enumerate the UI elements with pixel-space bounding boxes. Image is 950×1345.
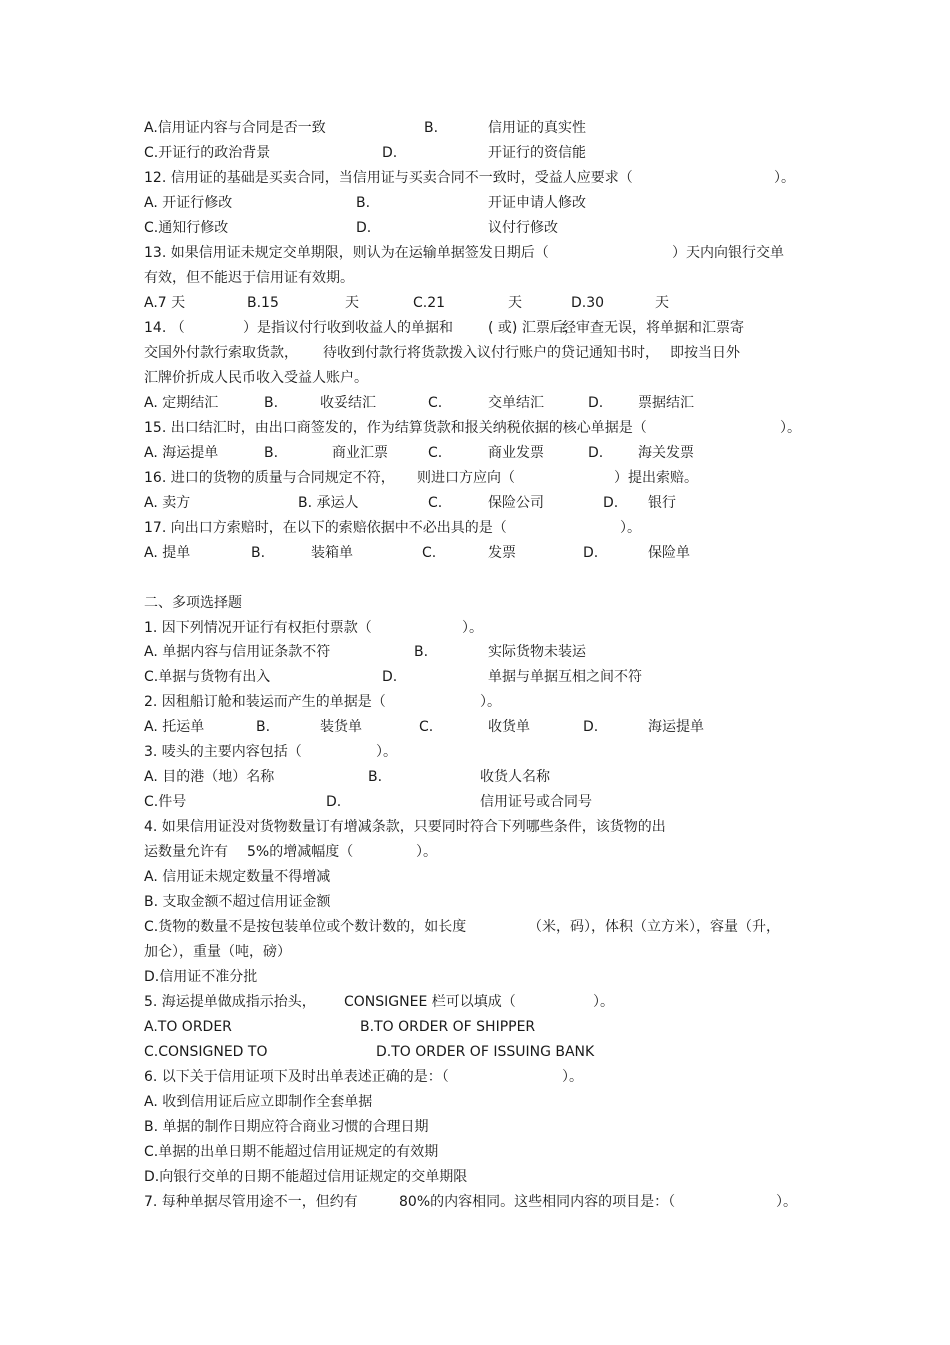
text-segment: C. [428, 495, 443, 511]
text-line [0, 1015, 950, 1040]
text-segment: 开证申请人修改 [488, 195, 586, 211]
text-line [0, 1065, 950, 1090]
text-segment: 15. 出口结汇时，由出口商签发的，作为结算货款和报关纳税依据的核心单据是（ [144, 420, 647, 436]
text-line [0, 890, 950, 915]
text-segment: B. 承运人 [298, 495, 359, 511]
text-segment: A. 海运提单 [144, 445, 219, 461]
text-segment: B. 支取金额不超过信用证金额 [144, 894, 331, 910]
text-segment: C.21 [413, 295, 446, 311]
text-segment: B. [424, 120, 439, 136]
text-segment: A.7 天 [144, 295, 186, 311]
text-segment: B.TO ORDER OF SHIPPER [360, 1019, 536, 1035]
text-segment: ）。 [462, 620, 483, 636]
text-segment: 经审查无误，将单据和汇票寄 [562, 320, 744, 336]
text-segment: 5. 海运提单做成指示抬头， [144, 994, 316, 1010]
text-segment: ）。 [562, 1069, 583, 1085]
text-segment: 开证行的资信能 [488, 145, 586, 161]
text-segment: 5%的增减幅度（ [247, 844, 354, 860]
text-segment: 收妥结汇 [320, 395, 376, 411]
text-line [0, 491, 950, 516]
text-line [0, 1140, 950, 1165]
text-segment: D. [326, 794, 342, 810]
text-segment: 收货单 [488, 719, 530, 735]
text-segment: 装箱单 [311, 545, 353, 561]
text-segment: ）。 [776, 1194, 797, 1210]
text-segment: 天 [508, 295, 522, 311]
text-segment: 加仑），重量（吨，磅） [144, 944, 291, 960]
text-segment: 交国外付款行索取货款， [144, 345, 298, 361]
text-line [0, 616, 950, 641]
text-segment: ）。 [593, 994, 614, 1010]
text-line [0, 990, 950, 1015]
text-segment: A. 提单 [144, 545, 191, 561]
text-segment: 商业发票 [488, 445, 544, 461]
text-segment: C.开证行的政治背景 [144, 145, 271, 161]
text-segment: A. 目的港（地）名称 [144, 769, 275, 785]
text-segment: 票据结汇 [638, 395, 694, 411]
text-segment: B. [264, 395, 279, 411]
text-segment: A. 定期结汇 [144, 395, 219, 411]
text-segment: D. [382, 145, 398, 161]
text-segment: D. [356, 220, 372, 236]
text-segment: CONSIGNEE 栏可以填成（ [344, 994, 516, 1010]
text-segment: 1. 因下列情况开证行有权拒付票款（ [144, 620, 372, 636]
text-line [0, 640, 950, 665]
text-segment: 海关发票 [638, 445, 694, 461]
text-segment: A.信用证内容与合同是否一致 [144, 120, 326, 136]
text-line [0, 541, 950, 566]
text-line [0, 665, 950, 690]
text-segment: D.TO ORDER OF ISSUING BANK [376, 1044, 595, 1060]
text-line [0, 815, 950, 840]
text-segment: 80%的内容相同。这些相同内容的项目是：（ [399, 1194, 676, 1210]
text-line [0, 416, 950, 441]
text-line [0, 441, 950, 466]
text-segment: ）提出索赔。 [614, 470, 698, 486]
text-segment: ）。 [774, 170, 795, 186]
text-segment: 7. 每种单据尽管用途不一，但约有 [144, 1194, 358, 1210]
text-line [0, 366, 950, 391]
text-line [0, 291, 950, 316]
text-segment: D. [588, 395, 604, 411]
text-line [0, 266, 950, 291]
text-segment: B. [264, 445, 279, 461]
text-line [0, 740, 950, 765]
text-segment: 信用证号或合同号 [480, 794, 592, 810]
text-line [0, 166, 950, 191]
text-segment: B. [356, 195, 371, 211]
text-line [0, 865, 950, 890]
text-line [0, 341, 950, 366]
text-segment: D. [583, 719, 599, 735]
text-segment: 信用证的真实性 [488, 120, 586, 136]
text-segment: A. 单据内容与信用证条款不符 [144, 644, 331, 660]
text-segment: 6. 以下关于信用证项下及时出单表述正确的是：（ [144, 1069, 449, 1085]
text-segment: 收货人名称 [480, 769, 550, 785]
text-line [0, 1115, 950, 1140]
text-segment: B. 单据的制作日期应符合商业习惯的合理日期 [144, 1119, 429, 1135]
text-segment: 保险单 [648, 545, 690, 561]
text-line [0, 840, 950, 865]
text-segment: 海运提单 [648, 719, 704, 735]
text-segment: A. 托运单 [144, 719, 205, 735]
text-line [0, 391, 950, 416]
text-line [0, 690, 950, 715]
text-segment: C.单据与货物有出入 [144, 669, 271, 685]
text-segment: ）。 [780, 420, 801, 436]
text-line [0, 1040, 950, 1065]
text-segment: 单据与单据互相之间不符 [488, 669, 642, 685]
text-line [0, 965, 950, 990]
text-segment: ）。 [416, 844, 437, 860]
text-segment: 发票 [488, 545, 516, 561]
text-segment: D.30 [571, 295, 605, 311]
text-line [0, 1165, 950, 1190]
text-segment: D.向银行交单的日期不能超过信用证规定的交单期限 [144, 1169, 468, 1185]
text-line [0, 141, 950, 166]
text-segment: 3. 唛头的主要内容包括（ [144, 744, 302, 760]
text-segment: C.件号 [144, 794, 187, 810]
text-line [0, 191, 950, 216]
text-line [0, 116, 950, 141]
text-line [0, 591, 950, 616]
text-segment: A. 信用证未规定数量不得增减 [144, 869, 331, 885]
text-segment: 银行 [648, 495, 676, 511]
text-segment: 天 [345, 295, 359, 311]
text-line [0, 516, 950, 541]
text-segment: 13. 如果信用证未规定交单期限，则认为在运输单据签发日期后（ [144, 245, 549, 261]
text-segment: D. [603, 495, 619, 511]
text-line [0, 915, 950, 940]
text-segment: A. 卖方 [144, 495, 191, 511]
text-line [0, 1090, 950, 1115]
text-segment: ）是指议付行收到收益人的单据和 [243, 320, 453, 336]
text-segment: C.CONSIGNED TO [144, 1044, 268, 1060]
text-segment: 4. 如果信用证没对货物数量订有增减条款，只要同时符合下列哪些条件，该货物的出 [144, 819, 666, 835]
text-segment: ）天内向银行交单 [672, 245, 784, 261]
text-segment: ）。 [620, 520, 641, 536]
text-segment: 17. 向出口方索赔时，在以下的索赔依据中不必出具的是（ [144, 520, 507, 536]
text-segment: C.单据的出单日期不能超过信用证规定的有效期 [144, 1144, 439, 1160]
text-segment: C. [428, 445, 443, 461]
text-segment: A. 收到信用证后应立即制作全套单据 [144, 1094, 373, 1110]
text-segment: D.信用证不准分批 [144, 969, 258, 985]
text-line [0, 216, 950, 241]
text-segment: A. 开证行修改 [144, 195, 233, 211]
text-segment: 待收到付款行将货款拨入议付行账户的贷记通知书时， [323, 345, 659, 361]
text-segment: D. [382, 669, 398, 685]
text-segment: 有效，但不能迟于信用证有效期。 [144, 270, 354, 286]
text-line [0, 940, 950, 965]
text-segment: 14. （ [144, 320, 185, 336]
text-line [0, 1190, 950, 1215]
text-segment: 2. 因租船订舱和装运而产生的单据是（ [144, 694, 386, 710]
text-segment: 运数量允许有 [144, 844, 228, 860]
text-line [0, 715, 950, 740]
text-segment: （米，码），体积（立方米），容量（升， [528, 919, 780, 935]
text-line [0, 466, 950, 491]
text-segment: C.货物的数量不是按包装单位或个数计数的，如长度 [144, 919, 467, 935]
text-segment: B. [368, 769, 383, 785]
text-segment: B.15 [247, 295, 279, 311]
text-segment: 交单结汇 [488, 395, 544, 411]
text-segment: A.TO ORDER [144, 1019, 232, 1035]
text-segment: 天 [655, 295, 669, 311]
text-line [0, 790, 950, 815]
text-segment: 议付行修改 [488, 220, 558, 236]
text-segment: C.通知行修改 [144, 220, 229, 236]
text-segment: 12. 信用证的基础是买卖合同，当信用证与买卖合同不一致时，受益人应要求（ [144, 170, 633, 186]
text-segment: ）。 [376, 744, 397, 760]
text-segment: 装货单 [320, 719, 362, 735]
text-segment: 汇牌价折成人民币收入受益人账户。 [144, 370, 368, 386]
text-segment: D. [583, 545, 599, 561]
text-segment: C. [428, 395, 443, 411]
text-segment: ( 或) 汇票后， [488, 320, 578, 336]
text-line [0, 241, 950, 266]
text-segment: 16. 进口的货物的质量与合同规定不符， [144, 470, 395, 486]
text-segment: 商业汇票 [332, 445, 388, 461]
text-segment: B. [251, 545, 266, 561]
text-line [0, 765, 950, 790]
text-segment: B. [414, 644, 429, 660]
text-segment: D. [588, 445, 604, 461]
text-segment: ）。 [480, 694, 501, 710]
text-segment: 即按当日外 [670, 345, 740, 361]
text-segment: 则进口方应向（ [417, 470, 515, 486]
text-line [0, 316, 950, 341]
text-segment: C. [419, 719, 434, 735]
text-segment: 实际货物未装运 [488, 644, 586, 660]
text-segment: C. [422, 545, 437, 561]
text-segment: 二、多项选择题 [144, 595, 242, 611]
text-segment: B. [256, 719, 271, 735]
text-segment: 保险公司 [488, 495, 544, 511]
